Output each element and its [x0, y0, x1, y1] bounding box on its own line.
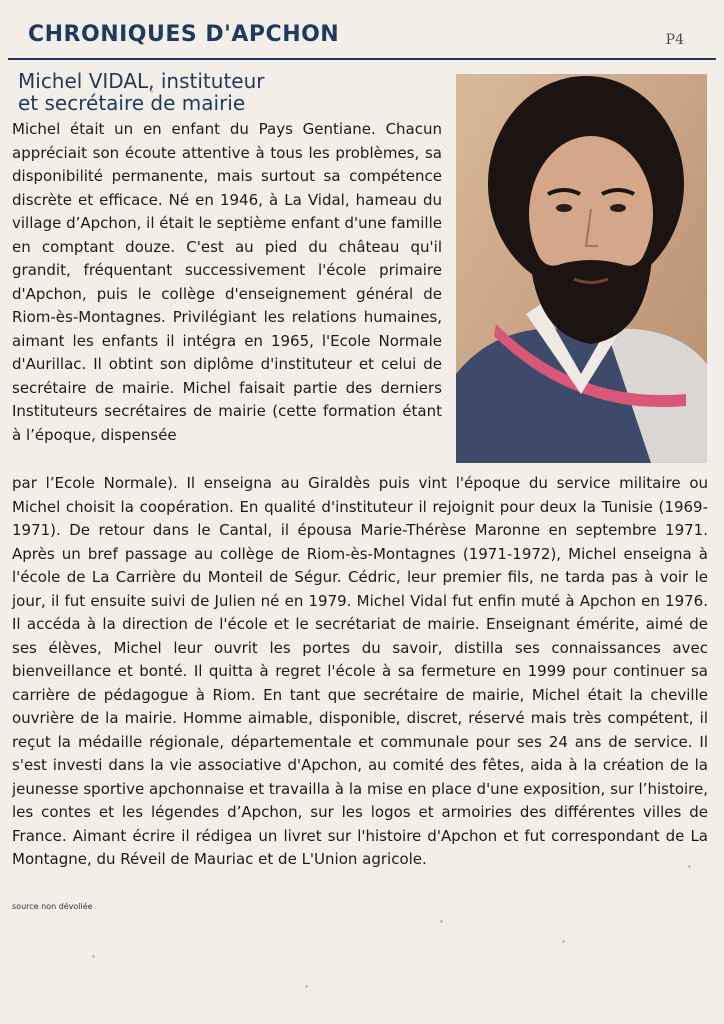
portrait-illustration — [456, 74, 707, 463]
portrait-photo — [456, 74, 707, 463]
article-title — [18, 70, 438, 114]
publication-title: CHRONIQUES D'APCHON — [28, 22, 340, 47]
photo-source-credit: source non dévoilée — [12, 902, 93, 911]
article-title-line-1: Michel VIDAL, instituteur — [18, 69, 265, 93]
paper-speck — [562, 940, 565, 943]
article-body-paragraph: par l’Ecole Normale). Il enseigna au Giraldès puis vint l'époque du service militaire ou Michel choisit la coopération. En qualité d'instituteur il rejoignit pour deux la Tunisie (1969-1971). De retour dans le Cantal, il épousa Marie-Thérèse Maronne en septembre 1971. Après un bref passage au collège de Riom-ès-Montagnes (1971-1972), Michel enseigna à l'école de La Carrière du Monteil de Ségur. Cédric, leur premier fils, ne tarda pas à voir le jour, il fut ensuite suivi de Julien né en 1979. Michel Vidal fut enfin muté à Apchon en 1976. Il accéda à la direction de l'école et le secrétariat de mairie. Enseignant émérite, aimé de ses élèves, Michel leur ouvrit les portes du savoir, distilla ses connaissances avec bienveillance et bonté. Il quitta à regret l'école à sa fermeture en 1999 pour continuer sa carrière de pédagogue à Riom. En tant que secrétaire de mairie, Michel était la cheville ouvrière de la mairie. Homme aimable, disponible, discret, réservé mais très compétent, il reçut la médaille régionale, départementale et communale pour ses 24 ans de service. Il s'est investi dans la vie associative d'Apchon, au comité des fêtes, aida à la création de la jeunesse sportive apchonnaise et travailla à la mise en place d'une exposition, sur l’histoire, les contes et les légendes d’Apchon, sur les logos et armoiries des différentes villes de France. Aimant écrire il rédigea un livret sur l'histoire d'Apchon et fut correspondant de La Montagne, du Réveil de Mauriac et de L'Union agricole. — [12, 474, 708, 868]
article-lead-paragraph: Michel était un en enfant du Pays Gentiane. Chacun appréciait son écoute attentive à tous les problèmes, sa disponibilité permanente, mais surtout sa compétence discrète et efficace. Né en 1946, à La Vidal, hameau du village d’Apchon, il était le septième enfant d'une famille en comptant douze. C'est au pied du château qu'il grandit, fréquentant successivement l'école primaire d'Apchon, puis le collège d'enseignement général de Riom-ès-Montagnes. Privilégiant les relations humaines, aimant les enfants il intégra en 1965, l'Ecole Normale d'Aurillac. Il obtint son diplôme d'instituteur et celui de secrétaire de mairie. Michel faisait partie des derniers Instituteurs secrétaires de mairie (cette formation étant à l’époque, dispensée — [12, 120, 442, 444]
paper-speck — [305, 985, 308, 988]
header-divider — [8, 58, 716, 60]
article-title-line-2: et secrétaire de mairie — [18, 91, 246, 115]
paper-speck — [92, 955, 95, 958]
paper-speck — [440, 920, 443, 923]
page-header — [0, 0, 724, 62]
page-number: P4 — [665, 32, 684, 48]
